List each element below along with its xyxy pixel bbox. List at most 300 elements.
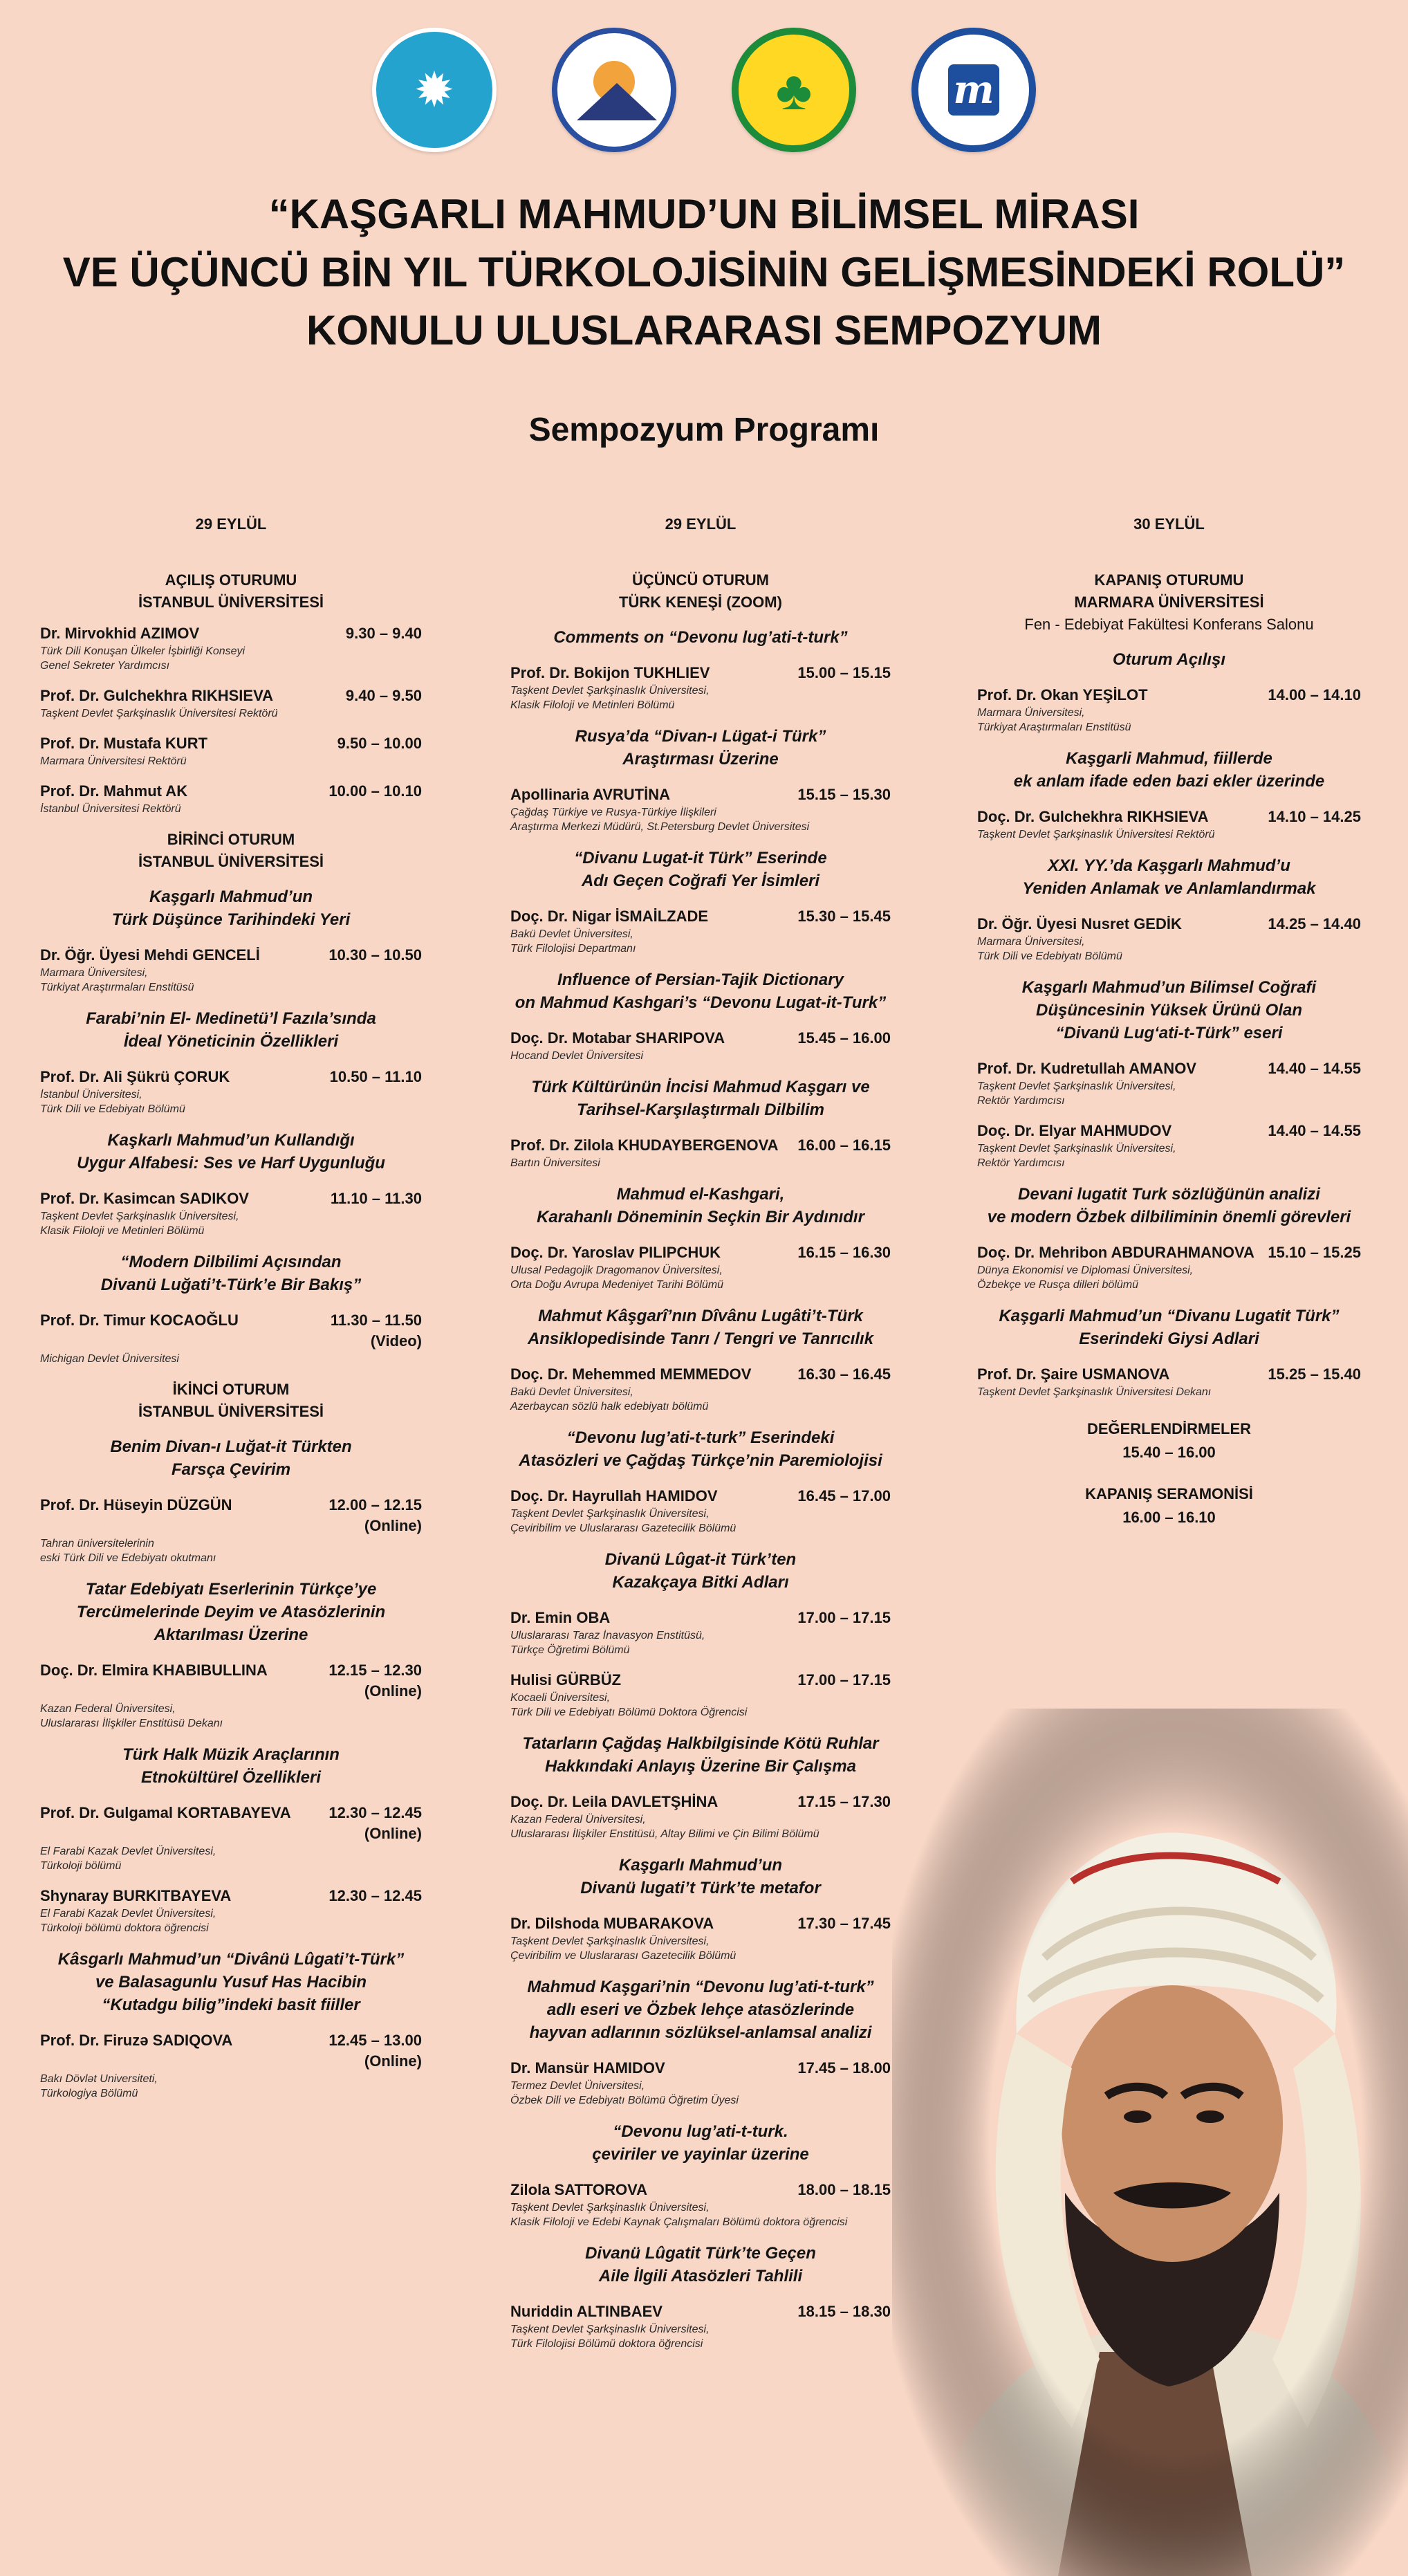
talk-title-line: Kaşgarli Mahmud, fiillerde [1066,749,1272,768]
speaker-affiliation: Çağdaş Türkiye ve Rusya-Türkiye İlişkileri [510,807,716,818]
talk-title [40,1007,422,1053]
speaker-name: Prof. Dr. Kudretullah AMANOV [977,1060,1196,1077]
speaker-name: Dr. Mirvokhid AZIMOV [40,625,200,642]
speaker-affiliation: İstanbul Üniversitesi, [40,1089,142,1101]
speaker-affiliation: Özbekçe ve Rusça dilleri bölümü [977,1279,1138,1291]
speaker-time: 10.50 – 11.10 [329,1068,422,1085]
talk-title-line: Kaşgarli Mahmud’un “Divanu Lugatit Türk” [999,1307,1340,1325]
talk-title-line: Farabi’nin El- Medinetü’l Fazıla’sında [86,1009,376,1028]
speaker-time: 14.10 – 14.25 [1268,808,1361,825]
talk-title-line: Atasözleri ve Çağdaş Türkçe’nin Paremiolojisi [519,1451,882,1470]
marmara-university-logo [911,28,1036,152]
speaker-time: 10.00 – 10.10 [328,782,422,800]
speaker-name: Prof. Dr. Ali Şükrü ÇORUK [40,1068,230,1085]
evaluation-time: 15.40 – 16.00 [1122,1444,1216,1461]
speaker-time: 17.30 – 17.45 [797,1915,891,1932]
talk-title-line: Divanü Luğati’t-Türk’e Bir Bakış” [100,1276,362,1294]
speaker-affiliation: Klasik Filoloji ve Metinleri Bölümü [40,1225,205,1237]
talk-title [977,1183,1361,1229]
speaker-name: Dr. Mansür HAMIDOV [510,2059,665,2077]
day-date: 29 EYLÜL [195,515,267,533]
talk-title-line: “Devonu lug’ati-t-turk” Eserindeki [566,1428,835,1447]
speaker-affiliation: Türk Dili Konuşan Ülkeler İşbirliği Konseyi [40,645,246,657]
talk-title-line: çeviriler ve yayinlar üzerine [592,2145,809,2164]
speaker-affiliation: Türkoloji bölümü doktora öğrencisi [40,1922,209,1934]
time-range: 11.30 – 11.50 [330,1312,422,1329]
speaker-time: 15.10 – 15.25 [1268,1244,1361,1261]
session-heading [977,569,1361,636]
speaker-name: Apollinaria AVRUTİNA [510,786,671,803]
speaker-time: 9.50 – 10.00 [337,735,422,752]
speaker-affiliation: Kocaeli Üniversitesi, [510,1692,611,1704]
speaker-name: Prof. Dr. Zilola KHUDAYBERGENOVA [510,1137,779,1154]
speaker-entry [40,1495,422,1565]
talk-title-line: Düşüncesinin Yüksek Ürünü Olan [1036,1001,1302,1020]
speaker-time: 9.30 – 9.40 [345,625,422,642]
talk-title-line: Kaşgarlı Mahmud’un Bilimsel Coğrafi [1021,978,1317,997]
talk-title-line: “Devonu lug’ati-t-turk. [613,2122,788,2141]
time-range: 12.00 – 12.15 [328,1496,422,1514]
talk-title-line: XXI. YY.’da Kaşgarlı Mahmud’u [1048,856,1290,875]
format-note: (Online) [364,1517,422,1534]
program-heading: Sempozyum Programı [528,412,880,448]
speaker-affiliation: El Farabi Kazak Devlet Üniversitesi, [40,1846,216,1857]
speaker-affiliation: Taşkent Devlet Şarkşinaslık Üniversitesi, [510,2202,710,2214]
istanbul-university-logo [732,28,856,152]
session-venue: TÜRK KENEŞİ (ZOOM) [619,594,782,611]
speaker-name: Nuriddin ALTINBAEV [510,2303,663,2320]
talk-title-line: Divanü Lûgat-it Türk’ten [604,1550,797,1569]
talk-title-line: Tarihsel-Karşılaştırmalı Dilbilim [577,1101,824,1119]
speaker-name: Dr. Emin OBA [510,1609,611,1626]
speaker-affiliation: Özbek Dili ve Edebiyatı Bölümü Öğretim Üyesi [510,2095,739,2106]
mountain-icon [577,83,657,120]
speaker-name: Prof. Dr. Mahmut AK [40,782,188,800]
talk-title-line: İdeal Yöneticinin Özellikleri [123,1032,339,1051]
speaker-time: 16.15 – 16.30 [797,1244,891,1261]
talk-title [977,976,1361,1045]
talk-title [977,747,1361,793]
speaker-entry [40,1660,422,1731]
talk-title [510,968,891,1014]
session-name: KAPANIŞ OTURUMU [1094,571,1244,589]
speaker-time: 18.15 – 18.30 [797,2303,891,2320]
speaker-name: Shynaray BURKITBAYEVA [40,1887,232,1904]
time-range: 12.30 – 12.45 [328,1804,422,1821]
speaker-affiliation: Taşkent Devlet Şarkşinaslık Üniversitesi, [510,2324,710,2335]
talk-title [40,1948,422,2016]
talk-title-line: Rusya’da “Divan-ı Lügat-i Türk” [575,727,826,746]
speaker-affiliation: Taşkent Devlet Şarkşinaslık Üniversitesi Dekanı [977,1386,1212,1398]
speaker-time: 18.00 – 18.15 [797,2181,891,2198]
speaker-affiliation: Türk Dili ve Edebiyatı Bölümü [977,950,1122,962]
speaker-name: Prof. Dr. Şaire USMANOVA [977,1365,1170,1383]
speaker-entry [40,733,422,769]
talk-title-line: Etnokültürel Özellikleri [140,1768,322,1787]
speaker-affiliation: Taşkent Devlet Şarkşinaslık Üniversitesi, [977,1143,1176,1154]
speaker-entry [510,2180,891,2229]
talk-title-line: Ansiklopedisinde Tanrı / Tengri ve Tanrıcılık [527,1330,874,1348]
speaker-entry [977,1242,1361,1292]
time-range: 12.15 – 12.30 [328,1662,422,1679]
talk-title-line: on Mahmud Kashgari’s “Devonu Lugat-it-Turk” [515,993,887,1012]
speaker-affiliation: Termez Devlet Üniversitesi, [510,2080,645,2092]
speaker-time: 15.45 – 16.00 [797,1029,891,1047]
talk-title-line: “Divanü Lug‘ati-t-Türk” eseri [1055,1024,1283,1042]
speaker-affiliation: Taşkent Devlet Şarkşinaslık Üniversitesi, [510,1935,710,1947]
speaker-affiliation: Michigan Devlet Üniversitesi [40,1353,179,1365]
speaker-affiliation: Kazan Federal Üniversitesi, [510,1814,646,1825]
talk-title [40,1251,422,1296]
speaker-affiliation: Tahran üniversitelerinin [40,1538,154,1549]
speaker-name: Prof. Dr. Mustafa KURT [40,735,208,752]
talk-title-line: Türk Halk Müzik Araçlarının [122,1745,340,1764]
speaker-time: 17.00 – 17.15 [797,1671,891,1689]
day1-column-left [40,515,422,2113]
speaker-time: 16.45 – 17.00 [797,1487,891,1505]
talk-title-line: Araştırması Üzerine [622,750,779,769]
talk-title-line: Eserindeki Giysi Adlari [1079,1330,1259,1348]
talk-title-line: Mahmud Kaşgari’nin “Devonu lug’ati-t-turk” [527,1978,874,1996]
speaker-affiliation: İstanbul Üniversitesi Rektörü [40,803,181,815]
speaker-affiliation: eski Türk Dili ve Edebiyatı okutmanı [40,1552,216,1564]
talk-title [40,1435,422,1481]
talk-title [510,1426,891,1472]
talk-title [510,1076,891,1121]
speaker-name: Prof. Dr. Timur KOCAOĞLU [40,1312,239,1329]
talk-title-line: Türk Düşünce Tarihindeki Yeri [111,910,351,929]
talk-title-line: ve Balasagunlu Yusuf Has Hacibin [95,1973,367,1991]
speaker-affiliation: Türkiyat Araştırmaları Enstitüsü [40,982,194,993]
talk-title [40,885,422,931]
talk-title-line: Mahmut Kâşgarî’nın Dîvânu Lugâti’t-Türk [538,1307,863,1325]
speaker-entry [510,906,891,956]
speaker-entry [510,1486,891,1536]
talk-title-line: Türk Kültürünün İncisi Mahmud Kaşgarı ve [531,1078,870,1096]
talk-title-line: Tatar Edebiyatı Eserlerinin Türkçe’ye [85,1580,377,1599]
speaker-affiliation: Ulusal Pedagojik Dragomanov Üniversitesi, [510,1264,723,1276]
talk-title [510,1854,891,1899]
speaker-affiliation: Klasik Filoloji ve Edebi Kaynak Çalışmaları Bölümü doktora öğrencisi [510,2216,848,2228]
speaker-affiliation: Bakü Devlet Üniversitesi, [510,928,633,940]
talk-title-line: Kâsgarlı Mahmud’un “Divânü Lûgati’t-Türk” [57,1950,405,1969]
speaker-affiliation: Taşkent Devlet Şarkşinaslık Üniversitesi, [510,1508,710,1520]
speaker-affiliation: Taşkent Devlet Şarkşinaslık Üniversitesi Rektörü [40,708,278,719]
talk-title-line: ve modern Özbek dilbiliminin önemli görevleri [987,1208,1351,1226]
talk-title-line: “Divanu Lugat-it Türk” Eserinde [574,849,827,867]
speaker-affiliation: Orta Doğu Avrupa Medeniyet Tarihi Bölümü [510,1279,724,1291]
speaker-affiliation: Rektör Yardımcısı [977,1157,1065,1169]
speaker-name: Dr. Öğr. Üyesi Nusret GEDİK [977,915,1182,932]
turkic-council-logo [372,28,497,152]
speaker-entry [510,1670,891,1720]
talk-title [977,1305,1361,1350]
speaker-name: Prof. Dr. Firuzə SADIQOVA [40,2032,233,2049]
talk-title-line: “Modern Dilbilimi Açısından [120,1253,342,1271]
talk-title [977,648,1361,671]
talk-title-line: Aktarılması Üzerine [154,1626,308,1644]
speaker-affiliation: Uluslararası Taraz İnavasyon Enstitüsü, [510,1630,705,1641]
talk-title-line: Influence of Persian-Tajik Dictionary [557,970,844,989]
format-note: (Online) [364,1825,422,1842]
speaker-affiliation: Marmara Üniversitesi, [977,936,1085,948]
speaker-affiliation: El Farabi Kazak Devlet Üniversitesi, [40,1908,216,1920]
talk-title-line: hayvan adlarının sözlüksel-anlamsal analizi [529,2023,872,2042]
speaker-affiliation: Türkoloji bölümü [40,1860,122,1872]
speaker-entry [510,1135,891,1170]
speaker-name: Hulisi GÜRBÜZ [510,1671,622,1689]
speaker-time [328,1660,422,1702]
speaker-time: 16.00 – 16.15 [797,1137,891,1154]
speaker-name: Dr. Dilshoda MUBARAKOVA [510,1915,714,1932]
speaker-time: 10.30 – 10.50 [328,946,422,964]
speaker-entry [977,807,1361,842]
talk-title [510,725,891,771]
speaker-entry [510,2058,891,2108]
speaker-name: Doç. Dr. Yaroslav PILIPCHUK [510,1244,721,1261]
logo-row [0,28,1408,152]
talk-title [510,2242,891,2288]
talk-title-line: Kazakçaya Bitki Adları [612,1573,789,1592]
talk-title-line: Kaşgarlı Mahmud’un [149,887,313,906]
speaker-name: Doç. Dr. Elyar MAHMUDOV [977,1122,1172,1139]
speaker-affiliation: Türk Dili ve Edebiyatı Bölümü [40,1103,185,1115]
speaker-entry [40,945,422,995]
speaker-entry [977,1121,1361,1170]
speaker-entry [40,2030,422,2101]
talk-title-line: Divanü lugati’t Türk’te metafor [580,1879,821,1897]
talk-title-line: Kaşkarlı Mahmud’un Kullandığı [107,1131,355,1150]
speaker-time: 14.40 – 14.55 [1268,1122,1361,1139]
talk-title-line: Mahmud el-Kashgari, [616,1185,785,1204]
talk-title-line: “Kutadgu bilig”indeki basit fiiller [102,1996,360,2014]
speaker-time: 16.30 – 16.45 [797,1365,891,1383]
session-name: BİRİNCİ OTURUM [167,831,295,848]
speaker-entry [977,1364,1361,1399]
speaker-entry [510,1028,891,1063]
talk-title-line: Karahanlı Döneminin Seçkin Bir Aydınıdır [537,1208,864,1226]
speaker-affiliation: Uluslararası İlişkiler Enstitüsü Dekanı [40,1718,223,1729]
speaker-name: Doç. Dr. Hayrullah HAMIDOV [510,1487,718,1505]
talk-title [510,1732,891,1778]
talk-title [510,1548,891,1594]
speaker-affiliation: Türkçe Öğretimi Bölümü [510,1644,630,1656]
speaker-time [328,1803,422,1844]
talk-title-line: Uygur Alfabesi: Ses ve Harf Uygunluğu [77,1154,385,1172]
talk-title-line: Adı Geçen Coğrafi Yer İsimleri [581,872,820,890]
speaker-entry [510,2301,891,2351]
speaker-time [328,1495,422,1536]
talk-title [40,1743,422,1789]
speaker-entry [510,1792,891,1841]
speaker-name: Doç. Dr. Gulchekhra RIKHSIEVA [977,808,1209,825]
speaker-affiliation: Araştırma Merkezi Müdürü, St.Petersburg Devlet Üniversitesi [510,821,810,833]
speaker-time: 12.30 – 12.45 [328,1887,422,1904]
speaker-name: Doç. Dr. Mehribon ABDURAHMANOVA [977,1244,1254,1261]
speaker-affiliation: Uluslararası İlişkiler Enstitüsü, Altay Bilimi ve Çin Bilimi Bölümü [510,1828,819,1840]
talk-title-line: Tatarların Çağdaş Halkbilgisinde Kötü Ruhlar [522,1734,879,1753]
closing-ceremony-block [977,1482,1361,1529]
speaker-affiliation: Marmara Üniversitesi, [977,707,1085,719]
speaker-affiliation: Marmara Üniversitesi, [40,967,148,979]
speaker-entry [977,1058,1361,1108]
talk-title [40,1129,422,1175]
speaker-time: 17.45 – 18.00 [797,2059,891,2077]
speaker-name: Prof. Dr. Okan YEŞİLOT [977,686,1148,703]
talk-title [40,1578,422,1646]
closing-time: 16.00 – 16.10 [1122,1509,1216,1526]
speaker-entry [510,663,891,712]
title-line: VE ÜÇÜNCÜ BİN YIL TÜRKOLOJİSİNİN GELİŞMESİNDEKİ ROLÜ” [62,249,1346,295]
speaker-time: 14.40 – 14.55 [1268,1060,1361,1077]
speaker-time: 15.00 – 15.15 [797,664,891,681]
talk-title [510,626,891,649]
speaker-entry [40,1886,422,1935]
speaker-affiliation: Taşkent Devlet Şarkşinaslık Üniversitesi, [977,1080,1176,1092]
speaker-entry [40,1310,422,1366]
speaker-entry [40,1067,422,1116]
talk-title [977,854,1361,900]
speaker-name: Prof. Dr. Gulchekhra RIKHSIEVA [40,687,274,704]
session-name: AÇILIŞ OTURUMU [165,571,297,589]
speaker-time: 14.25 – 14.40 [1268,915,1361,932]
time-range: 12.45 – 13.00 [328,2032,422,2049]
speaker-affiliation: Hocand Devlet Üniversitesi [510,1050,644,1062]
talk-title-line: ek anlam ifade eden bazi ekler üzerinde [1013,772,1325,791]
talk-title-line: Aile İlgili Atasözleri Tahlili [598,2267,803,2285]
session-heading [510,569,891,614]
speaker-affiliation: Türkologiya Bölümü [40,2088,138,2099]
talk-title-line: Kaşgarlı Mahmud’un [618,1856,783,1875]
speaker-name: Prof. Dr. Hüseyin DÜZGÜN [40,1496,232,1514]
speaker-time [331,1310,422,1352]
talk-title-line: Farsça Çevirim [171,1460,291,1479]
session-venue: İSTANBUL ÜNİVERSİTESİ [138,594,324,611]
session-name: İKİNCİ OTURUM [172,1381,290,1398]
talk-title-line: Oturum Açılışı [1112,650,1226,669]
talk-title [510,2120,891,2166]
talk-title [510,847,891,892]
tree-icon: ♣ [775,59,813,121]
speaker-entry [510,1242,891,1292]
speaker-entry [40,1803,422,1873]
talk-title-line: Devani lugatit Turk sözlüğünün analizi [1018,1185,1320,1204]
speaker-name: Doç. Dr. Leila DAVLETŞHİNA [510,1793,719,1810]
title-line: KONULU ULUSLARARASI SEMPOZYUM [306,307,1102,353]
speaker-affiliation: Azerbaycan sözlü halk edebiyatı bölümü [510,1401,709,1413]
speaker-time: 9.40 – 9.50 [345,687,422,704]
portrait-illustration [892,1709,1408,2576]
speaker-entry [510,1364,891,1414]
talk-title [510,1183,891,1229]
talk-title [510,1305,891,1350]
speaker-affiliation: Türk Dili ve Edebiyatı Bölümü Doktora Öğrencisi [510,1706,748,1718]
format-note: (Video) [370,1332,422,1350]
speaker-affiliation: Kazan Federal Üniversitesi, [40,1703,176,1715]
speaker-affiliation: Bakı Dövlət Universiteti, [40,2073,158,2085]
speaker-entry [40,686,422,721]
speaker-affiliation: Çeviribilim ve Uluslararası Gazetecilik Bölümü [510,1950,737,1962]
evaluation-label: DEĞERLENDİRMELER [1086,1420,1252,1437]
speaker-name: Doç. Dr. Elmira KHABIBULLINA [40,1662,268,1679]
session-name: ÜÇÜNCÜ OTURUM [632,571,769,589]
session-venue: İSTANBUL ÜNİVERSİTESİ [138,853,324,870]
session-heading [40,569,422,614]
speaker-entry [40,781,422,816]
university-seal-logo [552,28,676,152]
speaker-affiliation: Türk Filolojisi Bölümü doktora öğrencisi [510,2338,703,2350]
speaker-entry [510,1913,891,1963]
speaker-time: 15.25 – 15.40 [1268,1365,1361,1383]
session-venue: MARMARA ÜNİVERSİTESİ [1074,594,1264,611]
speaker-time: 17.00 – 17.15 [797,1609,891,1626]
speaker-entry [510,1608,891,1657]
day1-column-middle [510,515,891,2364]
speaker-time: 14.00 – 14.10 [1268,686,1361,703]
symposium-title [0,185,1408,360]
talk-title-line: Hakkındaki Anlayış Üzerine Bir Çalışma [545,1757,856,1776]
speaker-affiliation: Çeviribilim ve Uluslararası Gazetecilik Bölümü [510,1522,737,1534]
speaker-name: Doç. Dr. Nigar İSMAİLZADE [510,908,709,925]
speaker-time [328,2030,422,2072]
title-line: “KAŞGARLI MAHMUD’UN BİLİMSEL MİRASI [268,191,1140,237]
talk-title-line: Tercümelerinde Deyim ve Atasözlerinin [76,1603,386,1621]
speaker-affiliation: Marmara Üniversitesi Rektörü [40,755,187,767]
speaker-time: 17.15 – 17.30 [797,1793,891,1810]
speaker-entry [40,1188,422,1238]
session-hall: Fen - Edebiyat Fakültesi Konferans Salonu [1024,616,1314,633]
session-venue: İSTANBUL ÜNİVERSİTESİ [138,1403,324,1420]
speaker-affiliation: Türk Filolojisi Departmanı [510,943,636,955]
speaker-time: 11.10 – 11.30 [330,1190,422,1207]
talk-title-line: adlı eseri ve Özbek lehçe atasözlerinde [546,2000,855,2019]
speaker-name: Doç. Dr. Mehemmed MEMMEDOV [510,1365,752,1383]
format-note: (Online) [364,2052,422,2070]
speaker-name: Dr. Öğr. Üyesi Mehdi GENCELİ [40,946,260,964]
speaker-affiliation: Bakü Devlet Üniversitesi, [510,1386,633,1398]
mu-monogram-icon: m [948,64,999,116]
speaker-entry [977,914,1361,964]
speaker-entry [40,623,422,673]
speaker-affiliation: Türkiyat Araştırmaları Enstitüsü [977,721,1131,733]
speaker-name: Zilola SATTOROVA [510,2181,648,2198]
talk-title-line: Comments on “Devonu lug’ati-t-turk” [553,628,848,647]
closing-label: KAPANIŞ SERAMONİSİ [1085,1485,1253,1502]
speaker-entry [510,784,891,834]
talk-title-line: Yeniden Anlamak ve Anlamlandırmak [1022,879,1316,898]
talk-title-line: Divanü Lûgatit Türk’te Geçen [585,2244,816,2263]
session-heading [40,1379,422,1423]
speaker-affiliation: Taşkent Devlet Şarkşinaslık Üniversitesi, [510,685,710,697]
speaker-affiliation: Taşkent Devlet Şarkşinaslık Üniversitesi Rektörü [977,829,1215,840]
speaker-affiliation: Dünya Ekonomisi ve Diplomasi Üniversitesi, [977,1264,1194,1276]
speaker-name: Prof. Dr. Gulgamal KORTABAYEVA [40,1804,291,1821]
evaluation-block [977,1417,1361,1464]
session-heading [40,829,422,873]
day2-column-right [977,515,1361,1529]
speaker-time: 15.15 – 15.30 [797,786,891,803]
star-icon: ✹ [414,63,455,117]
day-date: 29 EYLÜL [665,515,737,533]
talk-title [510,1976,891,2044]
day-date: 30 EYLÜL [1133,515,1205,533]
speaker-affiliation: Taşkent Devlet Şarkşinaslık Üniversitesi, [40,1211,239,1222]
talk-title-line: Benim Divan-ı Luğat-it Türkten [110,1437,352,1456]
speaker-affiliation: Rektör Yardımcısı [977,1095,1065,1107]
speaker-time: 15.30 – 15.45 [797,908,891,925]
speaker-name: Prof. Dr. Kasimcan SADIKOV [40,1190,249,1207]
format-note: (Online) [364,1682,422,1700]
